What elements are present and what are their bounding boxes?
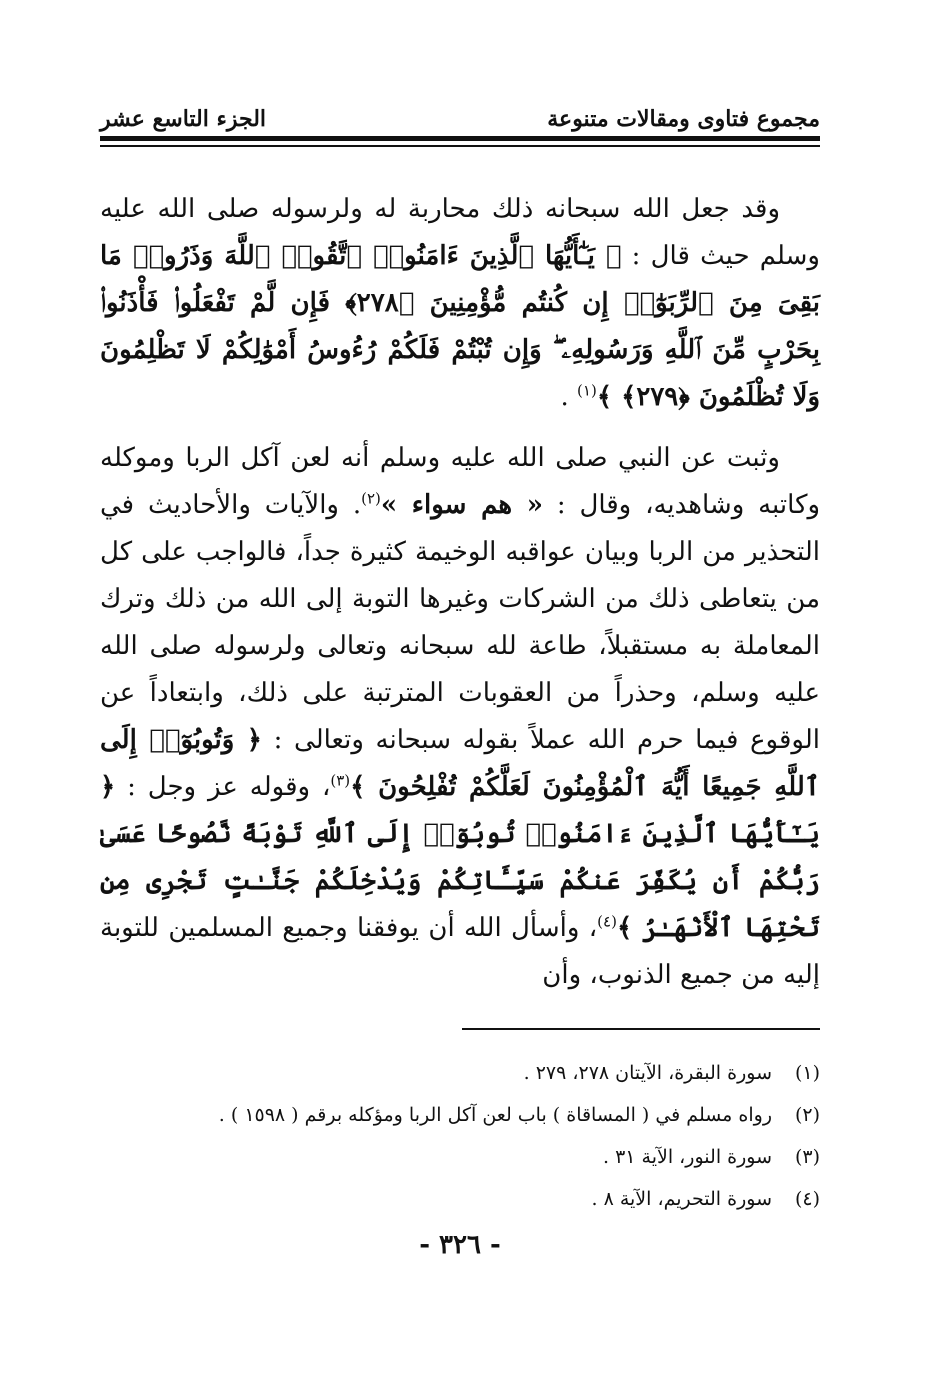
footnote-number: (٣) <box>794 1146 820 1168</box>
book-title: مجموع فتاوى ومقالات متنوعة <box>547 106 820 132</box>
footnote-item <box>100 1094 820 1136</box>
paragraph-2-middle-2: ، وقوله عز وجل : <box>115 772 331 802</box>
footnote-text: سورة النور، الآية ٣١ . <box>602 1146 772 1168</box>
footnote-number: (٤) <box>794 1188 820 1210</box>
footnotes <box>100 1052 820 1220</box>
hadith-quote: « هم سواء » <box>380 490 543 520</box>
page-number: - ٣٢٦ - <box>419 1230 501 1260</box>
footnote-ref-2: (٢) <box>361 489 381 508</box>
paragraph-2-lead: وثبت عن النبي صلى الله عليه وسلم أنه لعن آكل الربا وموكله وكاتبه وشاهديه، وقال : <box>100 443 820 520</box>
paragraph-2 <box>100 435 820 999</box>
footnote-ref-1: (١) <box>577 381 597 400</box>
footnote-separator <box>462 1028 820 1030</box>
footnote-item <box>100 1052 820 1094</box>
footnote-text: سورة البقرة، الآيتان ٢٧٨، ٢٧٩ . <box>523 1062 772 1084</box>
footnote-item <box>100 1178 820 1220</box>
footnote-number: (١) <box>794 1062 820 1084</box>
quran-quote-baqarah: ﴿ يَـٰٓأَيُّهَا ٱلَّذِينَ ءَامَنُوا۟ ٱتَّقُوا۟ ٱللَّهَ وَذَرُوا۟ مَا بَقِىَ مِنَ ٱلرِّبَوٰٓا۟ إِن كُنتُم مُّؤْمِنِينَ ﴿٢٧٨﴾ فَإِن لَّمْ تَفْعَلُوا۟ فَأْذَنُوا۟ بِحَرْبٍ مِّنَ ٱللَّهِ وَرَسُولِهِۦ ۖ وَإِن تُبْتُمْ فَلَكُمْ رُءُوسُ أَمْوَٰلِكُمْ لَا تَظْلِمُونَ وَلَا تُظْلَمُونَ ﴿٢٧٩﴾ ﴾ <box>100 241 820 412</box>
page-header <box>100 96 820 132</box>
volume-label: الجزء التاسع عشر <box>100 106 267 132</box>
paragraph-2-end: ، وأسأل الله أن يوفقنا وجميع المسلمين للتوبة إليه من جميع الذنوب، وأن <box>100 913 820 990</box>
quran-quote-nur: ﴿ وَتُوبُوٓا۟ إِلَى ٱللَّهِ جَمِيعًا أَيُّهَ ٱلْمُؤْمِنُونَ لَعَلَّكُمْ تُفْلِحُونَ ﴾ <box>100 725 820 802</box>
paragraph-1-lead: وقد جعل الله سبحانه ذلك محاربة له ولرسوله صلى الله عليه وسلم حيث قال : <box>100 194 820 271</box>
footnote-text: رواه مسلم في ( المساقاة ) باب لعن آكل الربا ومؤكله برقم ( ١٥٩٨ ) . <box>218 1104 772 1126</box>
book-page <box>100 0 820 1378</box>
footnote-ref-3: (٣) <box>330 771 351 790</box>
paragraph-2-middle: . والآيات والأحاديث في التحذير من الربا وبيان عواقبه الوخيمة كثيرة جداً، فالواجب على كل من يتعاطى ذلك من الشركات وغيرها التوبة إلى الله من ذلك وترك المعاملة به مستقبلاً، طاعة لله سبحانه وتعالى ولرسوله صلى الله عليه وسلم، وحذراً من العقوبات المترتبة على ذلك، وابتعاداً عن الوقوع فيما حرم الله عملاً بقوله سبحانه وتعالى : <box>100 490 820 755</box>
footnote-item <box>100 1136 820 1178</box>
header-rule-thin <box>100 145 820 147</box>
header-rule-thick <box>100 136 820 141</box>
footnote-ref-4: (٤) <box>597 912 617 931</box>
body-text <box>100 186 820 999</box>
footnote-text: سورة التحريم، الآية ٨ . <box>591 1188 772 1210</box>
paragraph-1-end: . <box>560 382 578 412</box>
paragraph-1 <box>100 186 820 421</box>
quran-quote-tahrim: ﴿ يَـٰٓأَيُّهَا ٱلَّذِينَ ءَامَنُوا۟ تُوبُوٓا۟ إِلَى ٱللَّهِ تَوْبَةً نَّصُوحًا عَسَىٰ رَبُّكُمْ أَن يُكَفِّرَ عَنكُمْ سَيِّـَٔاتِكُمْ وَيُدْخِلَكُمْ جَنَّـٰتٍ تَجْرِى مِن تَحْتِهَا ٱلْأَنْهَـٰرُ ﴾ <box>100 772 821 943</box>
footnote-number: (٢) <box>794 1104 820 1126</box>
